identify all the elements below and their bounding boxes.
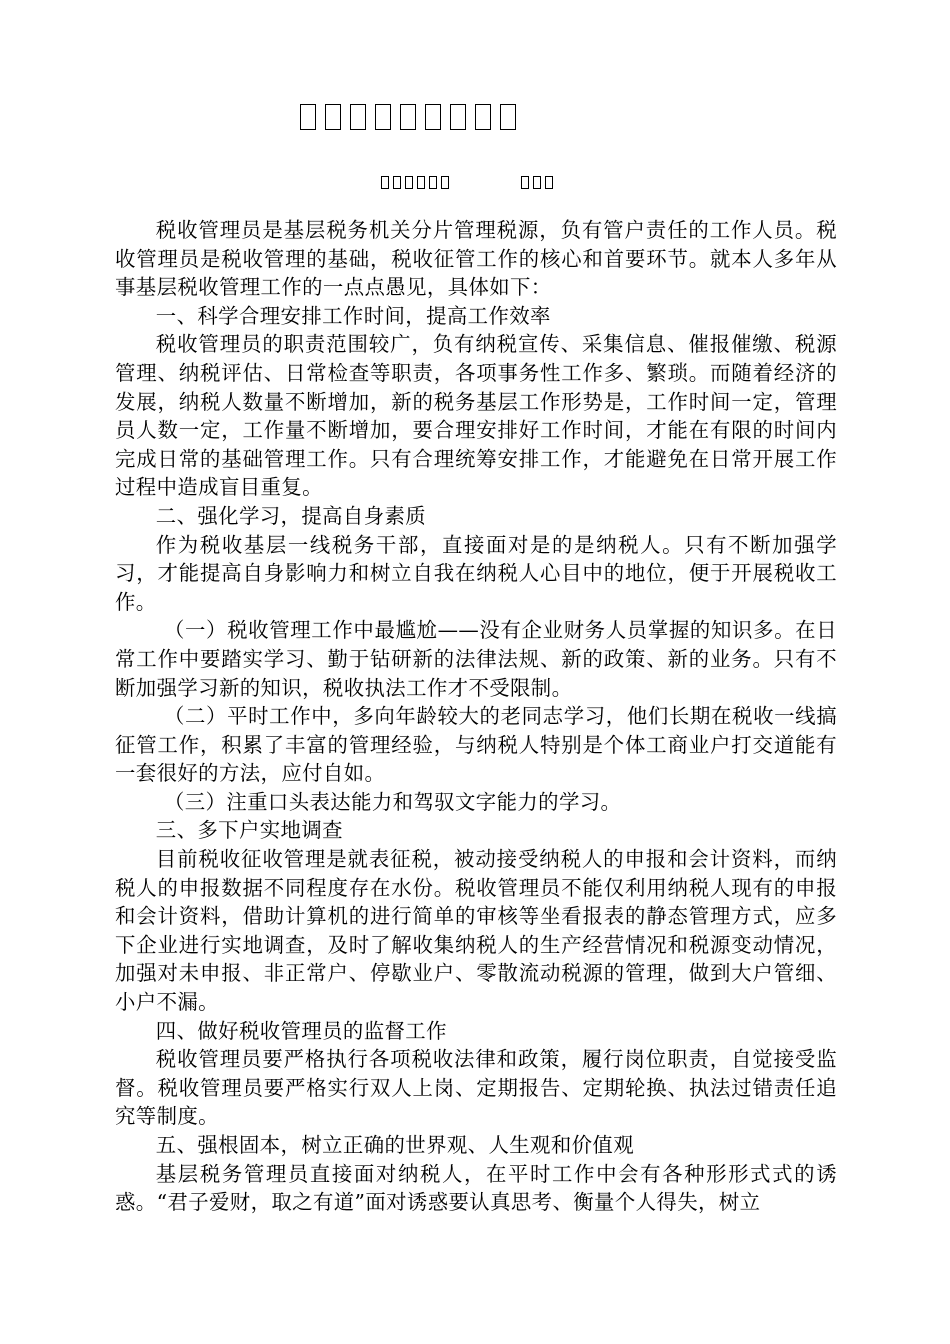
section-heading: 五、强根固本，树立正确的世界观、人生观和价值观: [155, 1133, 634, 1157]
sub-item-paragraph: （二）平时工作中，多向年龄较大的老同志学习，他们长期在税收一线搞征管工作，积累了丰富的管理经验，与纳税人特别是个体工商业户打交道能有一套很好的方法，应付自如。: [115, 704, 837, 786]
missing-glyph-box: [393, 176, 401, 189]
missing-glyph-box: [350, 104, 366, 130]
body-paragraph: 目前税收征收管理是就表征税，被动接受纳税人的申报和会计资料，而纳税人的申报数据不同程度存在水份。税收管理员不能仅利用纳税人现有的申报和会计资料，借助计算机的进行简单的审核等坐看报表的静态管理方式，应多下企业进行实地调查，及时了解收集纳税人的生产经营情况和税源变动情况，加强对未申报、非正常户、停歇业户、零散流动税源的管理，做到大户管细、小户不漏。: [115, 847, 837, 1015]
sub-item-paragraph: （三）注重口头表达能力和驾驭文字能力的学习。: [163, 789, 622, 814]
missing-glyph-box: [417, 176, 425, 189]
missing-glyph-box: [300, 104, 316, 130]
missing-glyph-box: [475, 104, 491, 130]
sub-item-paragraph: （一）税收管理工作中最尴尬——没有企业财务人员掌握的知识多。在日常工作中要踏实学习、勤于钻研新的法律法规、新的政策、新的业务。只有不断加强学习新的知识，税收执法工作才不受限制。: [115, 618, 837, 700]
section-heading: 三、多下户实地调查: [155, 818, 343, 843]
missing-glyph-box: [533, 176, 541, 189]
missing-glyph-box: [450, 104, 466, 130]
missing-glyph-box: [375, 104, 391, 130]
missing-glyph-box: [400, 104, 416, 130]
missing-glyph-box: [429, 176, 437, 189]
section-heading: 一、科学合理安排工作时间，提高工作效率: [155, 303, 551, 328]
missing-glyph-box: [381, 176, 389, 189]
body-paragraph: 税收管理员要严格执行各项税收法律和政策，履行岗位职责，自觉接受监督。税收管理员要严格实行双人上岗、定期报告、定期轮换、执法过错责任追究等制度。: [115, 1047, 837, 1129]
missing-glyph-box: [500, 104, 516, 130]
intro-paragraph: 税收管理员是基层税务机关分片管理税源，负有管户责任的工作人员。税收管理员是税收管理的基础，税收征管工作的核心和首要环节。就本人多年从事基层税收管理工作的一点点愚见，具体如下：: [115, 218, 837, 300]
missing-glyph-box: [441, 176, 449, 189]
document-body: [115, 216, 837, 1217]
document-title-unrendered-glyphs: [300, 104, 516, 130]
byline-author-glyphs: [521, 176, 553, 189]
section-heading: 二、强化学习，提高自身素质: [155, 503, 427, 528]
missing-glyph-box: [425, 104, 441, 130]
body-paragraph: 税收管理员的职责范围较广，负有纳税宣传、采集信息、催报催缴、税源管理、纳税评估、日常检查等职责，各项事务性工作多、繁琐。而随着经济的发展，纳税人数量不断增加，新的税务基层工作形势是，工作时间一定，管理员人数一定，工作量不断增加，要合理安排好工作时间，才能在有限的时间内完成日常的基础管理工作。只有合理统筹安排工作，才能避免在日常开展工作过程中造成盲目重复。: [115, 332, 837, 500]
byline-unit-glyphs: [381, 176, 449, 189]
missing-glyph-box: [325, 104, 341, 130]
body-paragraph: 作为税收基层一线税务干部，直接面对是的是纳税人。只有不断加强学习，才能提高自身影响力和树立自我在纳税人心目中的地位，便于开展税收工作。: [115, 532, 837, 614]
missing-glyph-box: [521, 176, 529, 189]
body-paragraph: 基层税务管理员直接面对纳税人，在平时工作中会有各种形形式式的诱惑。“君子爱财，取之有道”面对诱惑要认真思考、衡量个人得失，树立: [115, 1161, 837, 1215]
document-byline-unrendered-glyphs: [381, 176, 553, 189]
missing-glyph-box: [405, 176, 413, 189]
section-heading: 四、做好税收管理员的监督工作: [155, 1018, 447, 1043]
missing-glyph-box: [545, 176, 553, 189]
